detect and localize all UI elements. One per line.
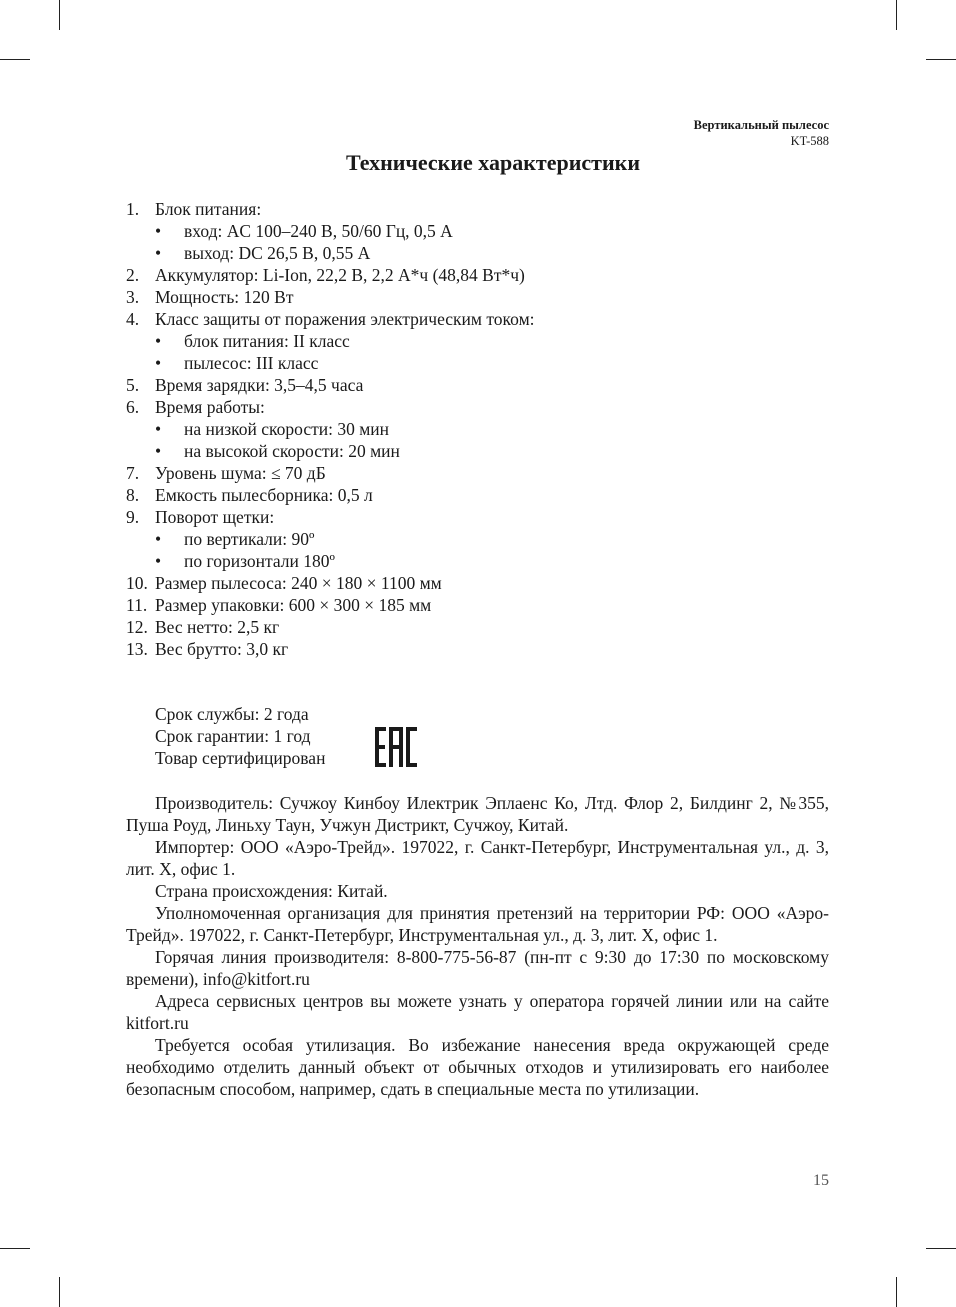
crop-mark (926, 59, 956, 60)
crop-mark (896, 1277, 897, 1307)
spec-item: 9. Поворот щетки: (126, 507, 275, 527)
service-life: Срок службы: 2 года (155, 704, 309, 724)
spec-subitem: • по вертикали: 90º (155, 529, 315, 549)
manufacturer-info (126, 792, 829, 1100)
spec-subitem: • блок питания: II класс (155, 331, 350, 351)
spec-item: 8. Емкость пылесборника: 0,5 л (126, 485, 373, 505)
claims-paragraph: Уполномоченная организация для принятия претензий на территории РФ: ООО «Аэро-Трейд». 197022, г. Санкт-Петербург, Инструментальная ул., д. 3, лит. Х, офис 1. (126, 903, 829, 945)
spec-subitem: • пылесос: III класс (155, 353, 319, 373)
spec-item: 12. Вес нетто: 2,5 кг (126, 617, 280, 637)
hotline-paragraph: Горячая линия производителя: 8-800-775-56-87 (пн-пт с 9:30 до 17:30 по московскому времени), info@kitfort.ru (126, 947, 829, 989)
crop-mark (59, 1277, 60, 1307)
header-product: Вертикальный пылесос (693, 118, 829, 132)
spec-item: 2. Аккумулятор: Li-Ion, 22,2 В, 2,2 А*ч (48,84 Вт*ч) (126, 265, 525, 285)
crop-mark (896, 0, 897, 30)
running-header (694, 117, 829, 149)
importer-paragraph: Импортер: ООО «Аэро-Трейд». 197022, г. Санкт-Петербург, Инструментальная ул., д. 3, лит. Х, офис 1. (126, 837, 829, 879)
specs-list (126, 198, 846, 660)
spec-item: 3. Мощность: 120 Вт (126, 287, 294, 307)
crop-mark (0, 59, 30, 60)
page-number: 15 (813, 1172, 829, 1189)
crop-mark (926, 1248, 956, 1249)
service-info (155, 703, 325, 769)
page-title: Технические характеристики (345, 150, 641, 175)
spec-subitem: • выход: DC 26,5 В, 0,55 А (155, 243, 371, 263)
header-model: KT-588 (790, 134, 829, 148)
crop-mark (59, 0, 60, 30)
crop-mark (0, 1248, 30, 1249)
service-centers-paragraph: Адреса сервисных центров вы можете узнать у оператора горячей линии или на сайте kitfort.ru (126, 991, 829, 1033)
spec-subitem: • вход: AC 100–240 В, 50/60 Гц, 0,5 А (155, 221, 453, 241)
spec-subitem: • на низкой скорости: 30 мин (155, 419, 390, 439)
origin-paragraph: Страна происхождения: Китай. (155, 881, 388, 901)
spec-item: 11. Размер упаковки: 600 × 300 × 185 мм (126, 595, 432, 615)
spec-item: 4. Класс защиты от поражения электрическим током: (126, 309, 535, 329)
spec-item: 5. Время зарядки: 3,5–4,5 часа (126, 375, 364, 395)
spec-item: 1. Блок питания: (126, 199, 262, 219)
certified-note: Товар сертифицирован (155, 748, 326, 768)
eac-logo-icon (375, 727, 417, 767)
spec-item: 13. Вес брутто: 3,0 кг (126, 639, 289, 659)
warranty-period: Срок гарантии: 1 год (155, 726, 311, 746)
spec-subitem: • на высокой скорости: 20 мин (155, 441, 400, 461)
spec-item: 7. Уровень шума: ≤ 70 дБ (126, 463, 326, 483)
manufacturer-paragraph: Производитель: Сучжоу Кинбоу Илектрик Эплаенс Ко, Лтд. Флор 2, Билдинг 2, №355, Пуша Роуд, Линьху Таун, Учжун Дистрикт, Сучжоу, Китай. (126, 793, 829, 835)
spec-item: 6. Время работы: (126, 397, 265, 417)
spec-item: 10. Размер пылесоса: 240 × 180 × 1100 мм (126, 573, 442, 593)
spec-subitem: • по горизонтали 180º (155, 551, 335, 571)
disposal-paragraph: Требуется особая утилизация. Во избежание нанесения вреда окружающей среде необходимо отделить данный объект от обычных отходов и утилизировать его наиболее безопасным способом, например, сдать в специальные места по утилизации. (126, 1035, 829, 1099)
